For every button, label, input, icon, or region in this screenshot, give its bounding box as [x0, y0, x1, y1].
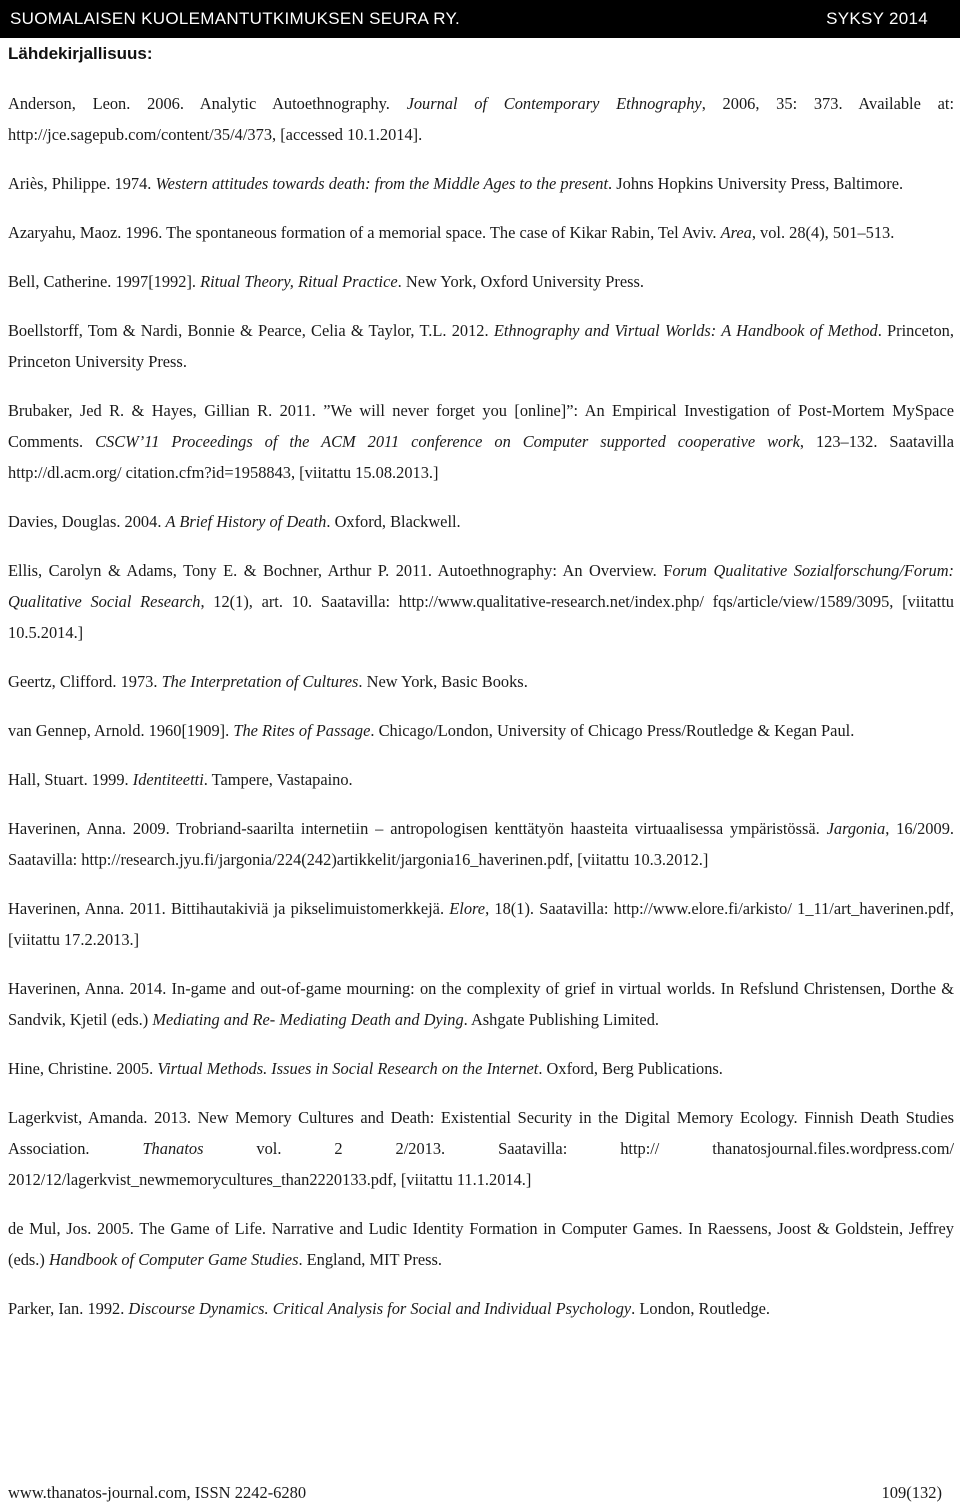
reference-text: , 12(1), art. 10. Saatavilla: http://www.qualitative-research.net/index.php/ fqs/article/view/1589/3095, [viitattu 10.5.2014.] [8, 592, 954, 642]
reference-entry [8, 666, 954, 697]
reference-text: Lagerkvist, Amanda. 2013. New Memory Cultures and Death: Existential Security in the Digital Memory Ecology. Finnish Death Studies Association. [8, 1108, 954, 1158]
reference-title: Handbook of Computer Game Studies [48, 1250, 299, 1269]
reference-text: . England, MIT Press. [298, 1250, 443, 1269]
reference-text: Hall, Stuart. 1999. [8, 770, 133, 789]
reference-title: Jargonia [826, 819, 886, 838]
reference-text: Ellis, Carolyn & Adams, Tony E. & Bochner, Arthur P. 2011. Autoethnography: An Overview. F [8, 561, 673, 580]
reference-title: orum Qualitative Sozialforschung/Forum: Qualitative Social Research [8, 561, 954, 611]
reference-entry [8, 1293, 954, 1324]
reference-list [8, 88, 954, 1324]
journal-header-bar [0, 0, 960, 38]
reference-text: , 16/2009. Saatavilla: http://research.jyu.fi/jargonia/224(242)artikkelit/jargonia16_haverinen.pdf, [viitattu 10.3.2012.] [8, 819, 954, 869]
reference-text: . Johns Hopkins University Press, Baltimore. [608, 174, 904, 193]
reference-text: . Ashgate Publishing Limited. [463, 1010, 659, 1029]
reference-entry [8, 973, 954, 1035]
reference-text: Ariès, Philippe. 1974. [8, 174, 156, 193]
reference-text: Boellstorff, Tom & Nardi, Bonnie & Pearce, Celia & Taylor, T.L. 2012. [8, 321, 494, 340]
reference-entry [8, 217, 954, 248]
reference-text: Davies, Douglas. 2004. [8, 512, 166, 531]
reference-text: . New York, Oxford University Press. [397, 272, 644, 291]
reference-entry [8, 395, 954, 488]
page-number: 109(132) [881, 1483, 942, 1502]
reference-entry [8, 893, 954, 955]
reference-title: Discourse Dynamics. Critical Analysis for Social and Individual Psychology [128, 1299, 632, 1318]
reference-text: Haverinen, Anna. 2011. Bittihautakiviä ja pikselimuistomerkkejä. [8, 899, 450, 918]
reference-title: Virtual Methods. Issues in Social Research on the Internet [157, 1059, 539, 1078]
reference-text: Brubaker, Jed R. & Hayes, Gillian R. 2011. ”We will never forget you [online]”: An Empirical Investigation of Post-Mortem MySpace Comments. [8, 401, 954, 451]
reference-text: Hine, Christine. 2005. [8, 1059, 158, 1078]
reference-entry [8, 813, 954, 875]
reference-text: Azaryahu, Maoz. 1996. The spontaneous formation of a memorial space. The case of Kikar Rabin, Tel Aviv. [8, 223, 721, 242]
reference-text: . Princeton, Princeton University Press. [8, 321, 954, 371]
issue-season: SYKSY 2014 [826, 9, 928, 28]
reference-entry [8, 555, 954, 648]
reference-text: Geertz, Clifford. 1973. [8, 672, 162, 691]
reference-text: , 18(1). Saatavilla: http://www.elore.fi/arkisto/ 1_11/art_haverinen.pdf, [viitattu 17.2.2013.] [8, 899, 954, 949]
reference-text: Haverinen, Anna. 2014. In-game and out-of-game mourning: on the complexity of grief in virtual worlds. In Refslund Christensen, Dorthe & Sandvik, Kjetil (eds.) [8, 979, 954, 1029]
reference-text: van Gennep, Arnold. 1960[1909]. [8, 721, 234, 740]
reference-title: A Brief History of Death [165, 512, 327, 531]
reference-title: Ethnography and Virtual Worlds: A Handbook of Method [493, 321, 878, 340]
reference-entry [8, 764, 954, 795]
reference-text: , 123–132. Saatavilla http://dl.acm.org/ citation.cfm?id=1958843, [viitattu 15.08.2013.] [8, 432, 954, 482]
reference-text: . New York, Basic Books. [358, 672, 528, 691]
reference-text: , vol. 28(4), 501–513. [751, 223, 895, 242]
reference-text: . London, Routledge. [631, 1299, 771, 1318]
reference-text: Anderson, Leon. 2006. Analytic Autoethnography. [8, 94, 407, 113]
reference-entry [8, 1213, 954, 1275]
reference-text: . Oxford, Blackwell. [326, 512, 461, 531]
reference-entry [8, 506, 954, 537]
reference-entry [8, 168, 954, 199]
reference-entry [8, 1053, 954, 1084]
reference-text: , 2006, 35: 373. Available at: http://jce.sagepub.com/content/35/4/373, [accessed 10.1.2014]. [8, 94, 954, 144]
reference-text: Haverinen, Anna. 2009. Trobriand-saarilta internetiin – antropologisen kenttätyön haasteita virtuaalisessa ympäristössä. [8, 819, 827, 838]
reference-title: The Interpretation of Cultures [161, 672, 359, 691]
reference-title: Western attitudes towards death: from the Middle Ages to the present [155, 174, 609, 193]
reference-title: Ritual Theory, Ritual Practice [200, 272, 398, 291]
reference-title: Area [720, 223, 752, 242]
footer-url: www.thanatos-journal.com, ISSN 2242-6280 [8, 1483, 307, 1502]
reference-title: Journal of Contemporary Ethnography [406, 94, 702, 113]
reference-title: CSCW’11 Proceedings of the ACM 2011 conference on Computer supported cooperative work [95, 432, 800, 451]
reference-entry [8, 315, 954, 377]
reference-text: Bell, Catherine. 1997[1992]. [8, 272, 201, 291]
reference-entry [8, 1102, 954, 1195]
reference-text: de Mul, Jos. 2005. The Game of Life. Narrative and Ludic Identity Formation in Computer Games. In Raessens, Joost & Goldstein, Jeffrey (eds.) [8, 1219, 954, 1269]
reference-text: . Tampere, Vastapaino. [203, 770, 353, 789]
section-heading: Lähdekirjallisuus: [8, 44, 153, 63]
reference-title: Thanatos [142, 1139, 204, 1158]
reference-entry [8, 715, 954, 746]
reference-entry [8, 266, 954, 297]
reference-title: Identiteetti [132, 770, 204, 789]
journal-name: SUOMALAISEN KUOLEMANTUTKIMUKSEN SEURA RY. [10, 9, 460, 28]
reference-text: vol. 2 2/2013. Saatavilla: http:// thanatosjournal.files.wordpress.com/ 2012/12/lagerkvist_newmemorycultures_than2220133.pdf, [viitattu 11.1.2014.] [8, 1139, 955, 1189]
reference-title: Elore [449, 899, 486, 918]
reference-text: Parker, Ian. 1992. [8, 1299, 129, 1318]
reference-entry [8, 88, 954, 150]
reference-title: The Rites of Passage [233, 721, 371, 740]
reference-title: Mediating and Re- Mediating Death and Dying [152, 1010, 464, 1029]
reference-text: . Chicago/London, University of Chicago Press/Routledge & Kegan Paul. [370, 721, 855, 740]
reference-text: . Oxford, Berg Publications. [538, 1059, 723, 1078]
